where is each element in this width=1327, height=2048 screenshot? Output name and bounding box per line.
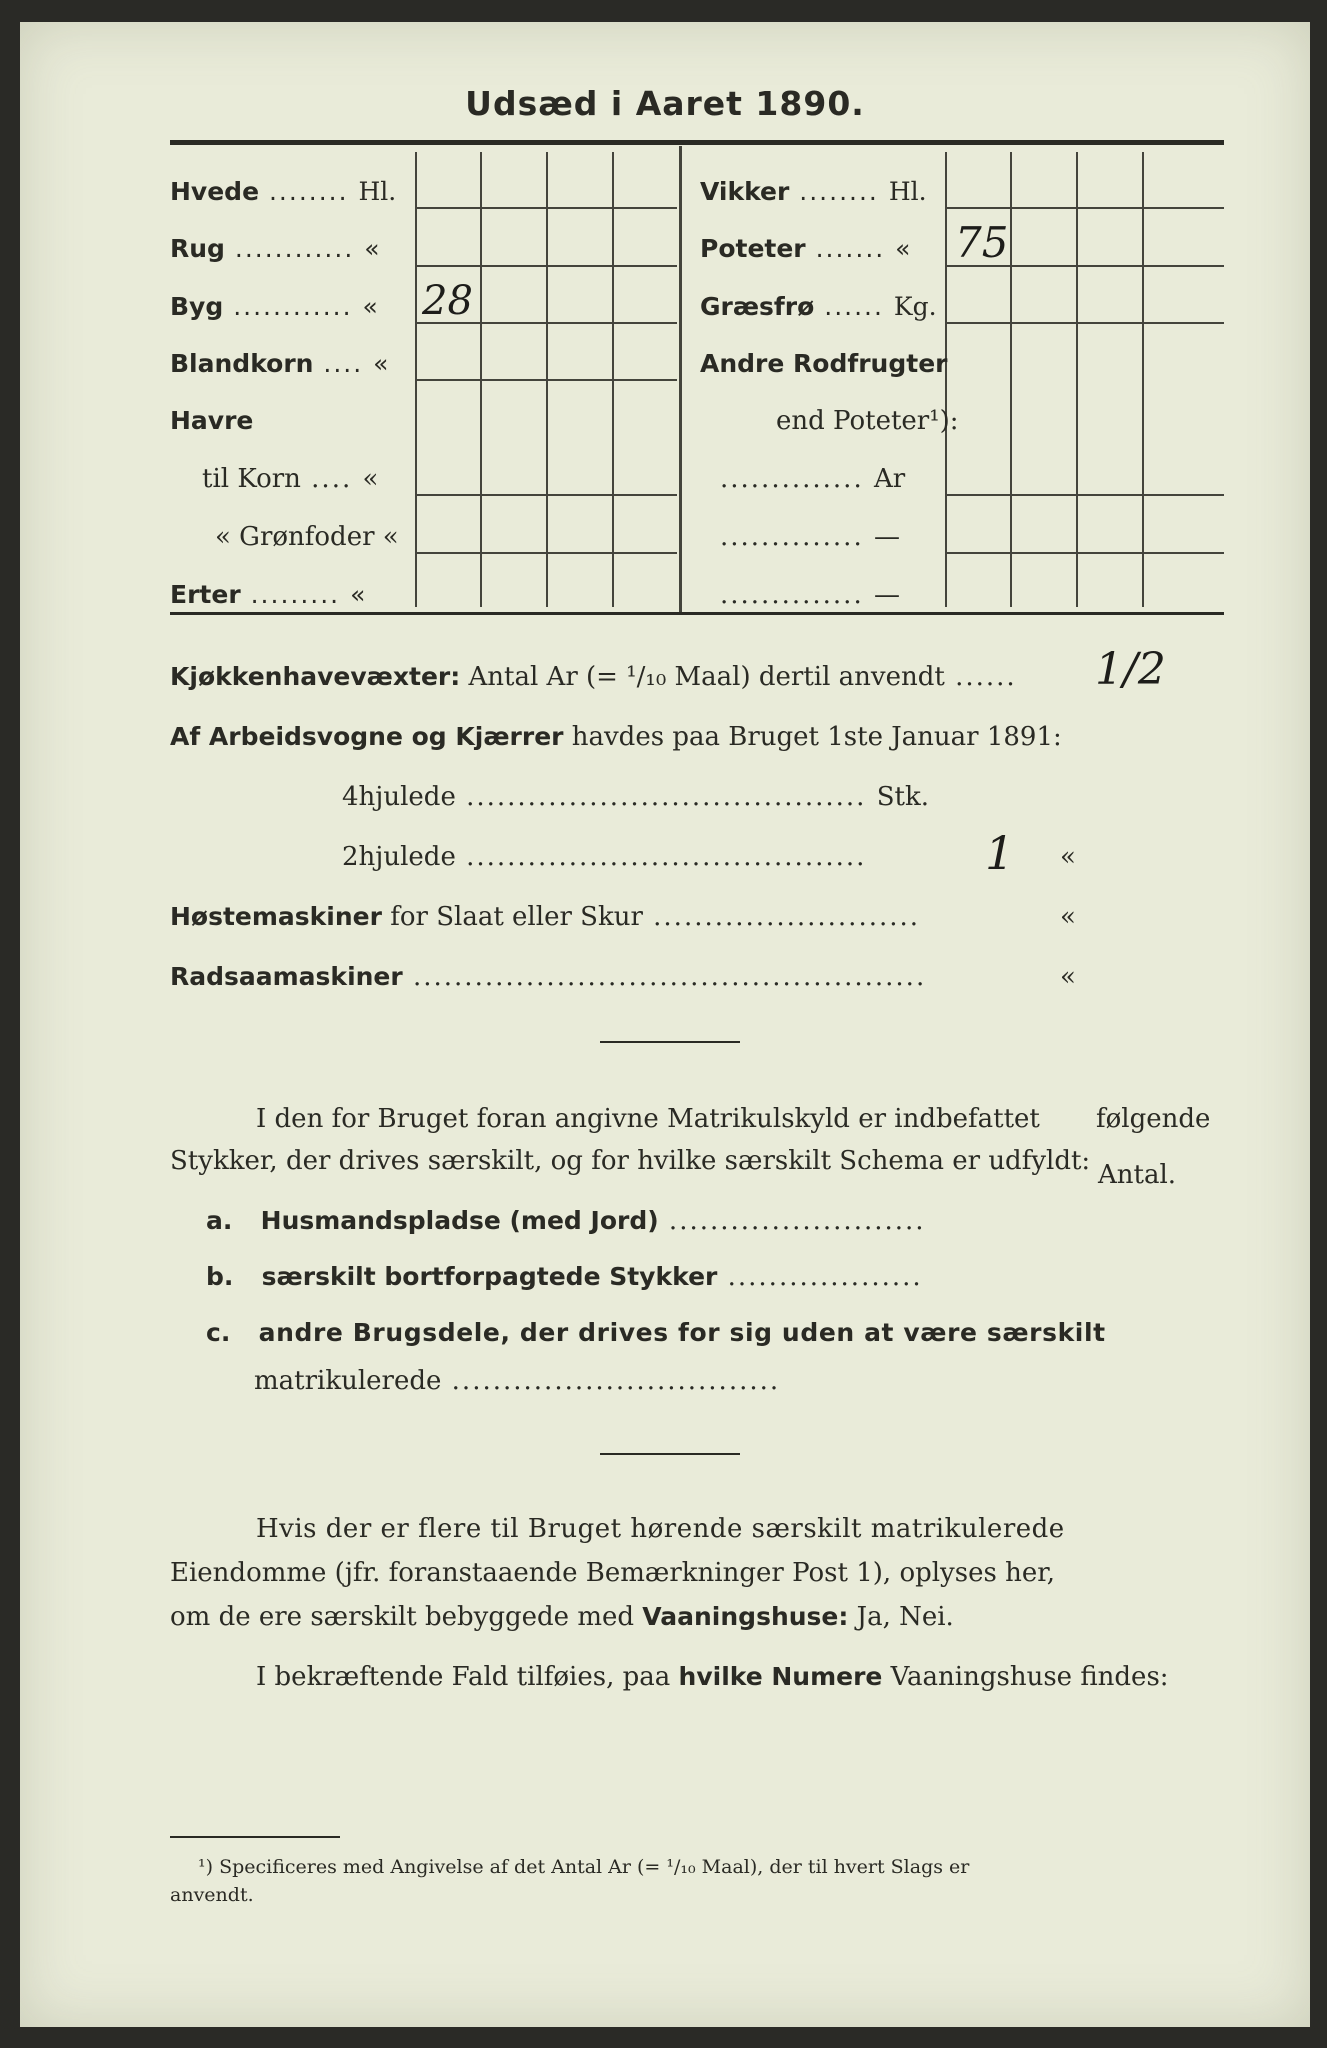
matrikul-item-c: c. andre Brugsdele, der drives for sig uden at være særskilt (206, 1318, 1106, 1347)
matrikul-item-a: a. Husmandspladse (med Jord) ......................... (206, 1206, 926, 1236)
eiendomme-line-4: I bekræftende Fald tilføies, paa hvilke Numere Vaaningshuse findes: (256, 1662, 1169, 1692)
left-cell-line-tilkorn (417, 494, 677, 496)
harvest-machines-unit: « (1060, 902, 1076, 932)
row-label-blandkorn: Blandkorn .... « (170, 349, 389, 378)
row-label-ar: .............. Ar (720, 464, 906, 494)
value-byg: 28 (422, 278, 473, 324)
right-col-line-3 (1076, 152, 1078, 607)
four-wheel-line: 4hjulede ....................................... Stk. (342, 782, 929, 812)
matrikul-item-b: b. særskilt bortforpagtede Stykker ................... (206, 1262, 923, 1292)
matrikul-line-2: Stykker, der drives særskilt, og for hvilke særskilt Schema er udfyldt: (170, 1146, 1091, 1176)
matrikul-line-1: I den for Bruget foran angivne Matrikulskyld er indbefattet (256, 1104, 1040, 1134)
eiendomme-line-3: om de ere særskilt bebyggede med Vaaningshuse: Ja, Nei. (170, 1602, 954, 1632)
wagons-line: Af Arbeidsvogne og Kjærrer havdes paa Bruget 1ste Januar 1891: (170, 722, 1062, 752)
row-label-rug: Rug ............ « (170, 234, 380, 263)
seed-machines-unit: « (1060, 962, 1076, 992)
value-two-wheel: 1 (985, 826, 1015, 880)
two-wheel-unit: « (1060, 842, 1076, 872)
right-col-line-2 (1010, 152, 1012, 607)
table-bottom-rule (170, 612, 1224, 615)
kitchen-garden-line: Kjøkkenhavevæxter: Antal Ar (= ¹/₁₀ Maal) dertil anvendt ...... (170, 662, 1017, 692)
left-cell-line-gronfoder (417, 552, 677, 554)
right-cell-line-ar (947, 494, 1224, 496)
form-page (20, 22, 1310, 2027)
row-label-graesfro: Græsfrø ...... Kg. (700, 292, 937, 321)
value-kitchen-garden: 1/2 (1095, 644, 1166, 695)
right-cell-line-graesfro (947, 322, 1224, 324)
row-label-blank-1: .............. — (720, 522, 900, 552)
row-label-andre-rodfrugter: Andre Rodfrugter (700, 349, 948, 378)
seed-machines-line: Radsaamaskiner .................................................. (170, 962, 927, 992)
left-cell-line-rug (417, 265, 677, 267)
right-cell-line-blank1 (947, 552, 1224, 554)
eiendomme-line-1: Hvis der er flere til Bruget hørende særskilt matrikulerede (256, 1514, 1065, 1544)
row-label-byg: Byg ............ « (170, 292, 378, 321)
right-col-line-1 (945, 152, 947, 607)
separator-1 (600, 1041, 740, 1043)
footnote-line-2: anvendt. (170, 1884, 254, 1906)
right-cell-line-vikker (947, 207, 1224, 209)
matrikul-line-1-end: følgende (1096, 1104, 1211, 1134)
matrikul-item-c-cont: matrikulerede ................................ (254, 1366, 781, 1396)
row-label-poteter: Poteter ....... « (700, 234, 911, 263)
row-label-hvede: Hvede ........ Hl. (170, 177, 397, 206)
table-top-rule (170, 140, 1224, 145)
antal-header: Antal. (1098, 1160, 1177, 1190)
left-cell-line-hvede (417, 207, 677, 209)
row-label-end-poteter: end Poteter¹): (776, 406, 959, 436)
row-label-havre: Havre (170, 406, 254, 435)
table-center-divider (679, 146, 682, 612)
eiendomme-line-2: Eiendomme (jfr. foranstaaende Bemærkninger Post 1), oplyses her, (170, 1558, 1056, 1588)
separator-2 (600, 1453, 740, 1455)
left-cell-line-blandkorn (417, 379, 677, 381)
row-label-gronfoder: « Grønfoder « (215, 522, 399, 552)
right-col-line-4 (1142, 152, 1144, 607)
two-wheel-line: 2hjulede ....................................... (342, 842, 867, 872)
harvest-machines-line: Høstemaskiner for Slaat eller Skur .......................... (170, 902, 921, 932)
row-label-til-korn: til Korn .... « (202, 464, 379, 494)
page-title: Udsæd i Aaret 1890. (465, 84, 865, 123)
row-label-vikker: Vikker ........ Hl. (700, 177, 927, 206)
wagons-label: Af Arbeidsvogne og Kjærrer (170, 722, 564, 751)
value-poteter: 75 (955, 218, 1009, 267)
footnote-rule (170, 1836, 340, 1838)
row-label-blank-2: .............. — (720, 580, 900, 610)
row-label-erter: Erter ......... « (170, 580, 366, 609)
kitchen-garden-label: Kjøkkenhavevæxter: (170, 662, 461, 691)
footnote-line-1: ¹) Specificeres med Angivelse af det Antal Ar (= ¹/₁₀ Maal), der til hvert Slags er (198, 1856, 970, 1878)
